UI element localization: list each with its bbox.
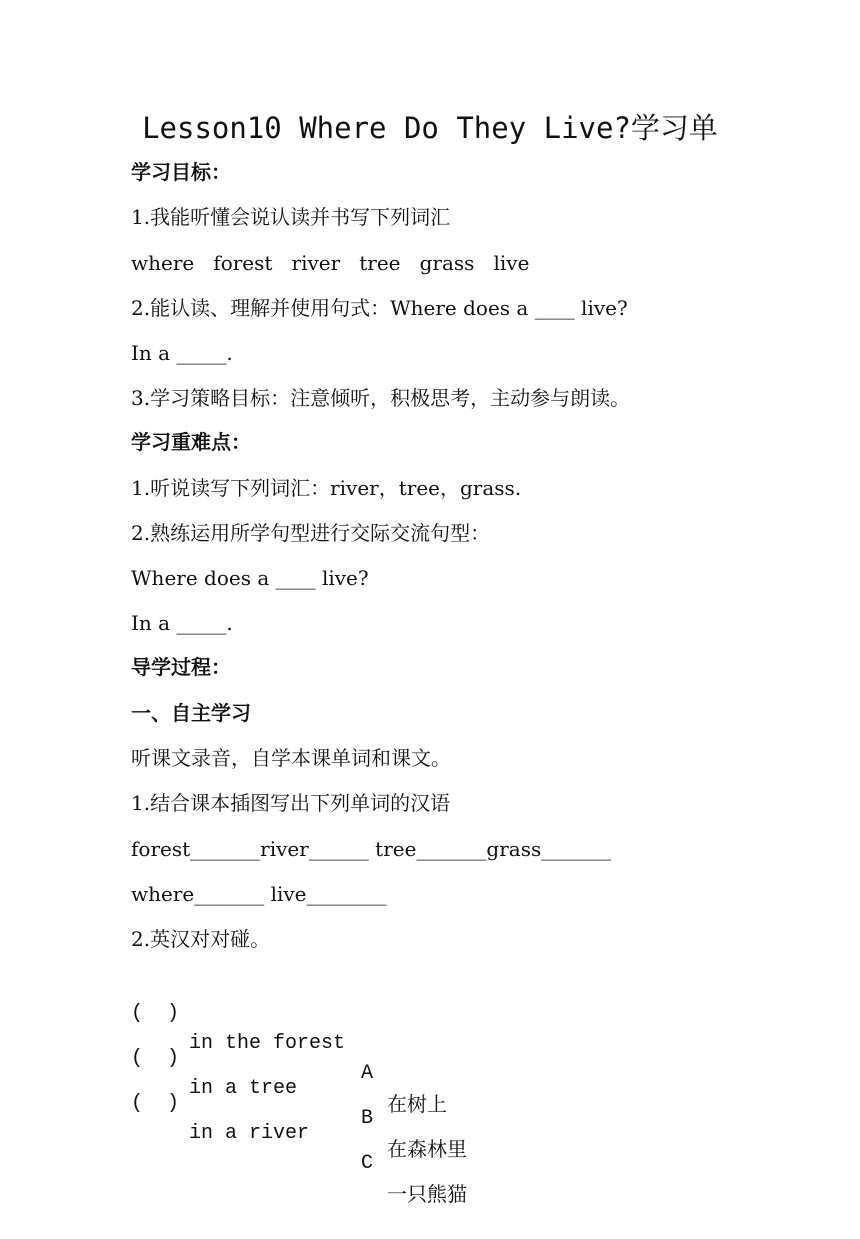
goal-1: 1.我能听懂会说认读并书写下列词汇 [131,205,451,229]
key-points-heading: 学习重难点： [131,430,251,454]
task-1-blanks-row-2: where_______ live________ [131,882,387,906]
english-phrase: in the forest [189,1032,346,1055]
task-2-instruction: 2.英汉对对碰。 [131,927,271,951]
goal-2: 2.能认读、理解并使用句式：Where does a ____ live? [131,296,628,320]
task-1-blanks-row-1: forest_______river______ tree_______grass_______ [131,837,612,861]
self-study-heading: 一、自主学习 [131,701,251,725]
goal-2-answer: In a _____. [131,341,233,365]
answer-bracket: ( ) [131,1047,180,1070]
key-point-2-question: Where does a ____ live? [131,566,369,590]
option-letter: C [361,1152,374,1175]
goals-heading: 学习目标： [131,160,231,184]
goal-1-words: where forest river tree grass live [131,251,530,275]
english-phrase: in a tree [189,1077,298,1100]
option-letter: A [361,1062,374,1085]
key-point-1: 1.听说读写下列词汇：river，tree，grass. [131,476,522,500]
task-1-instruction: 1.结合课本插图写出下列单词的汉语 [131,791,451,815]
option-letter: B [361,1107,374,1130]
self-study-intro: 听课文录音，自学本课单词和课文。 [131,746,451,770]
page-title: Lesson10 Where Do They Live?学习单 [142,111,718,145]
chinese-meaning: 一只熊猫 [387,1182,467,1206]
chinese-meaning: 在树上 [387,1092,447,1116]
goal-3: 3.学习策略目标：注意倾听，积极思考，主动参与朗读。 [131,386,631,410]
answer-bracket: ( ) [131,1002,180,1025]
process-heading: 导学过程： [131,655,231,679]
key-point-2: 2.熟练运用所学句型进行交际交流句型： [131,521,491,545]
answer-bracket: ( ) [131,1092,180,1115]
chinese-meaning: 在森林里 [387,1137,467,1161]
key-point-2-answer: In a _____. [131,611,233,635]
english-phrase: in a river [189,1122,310,1145]
